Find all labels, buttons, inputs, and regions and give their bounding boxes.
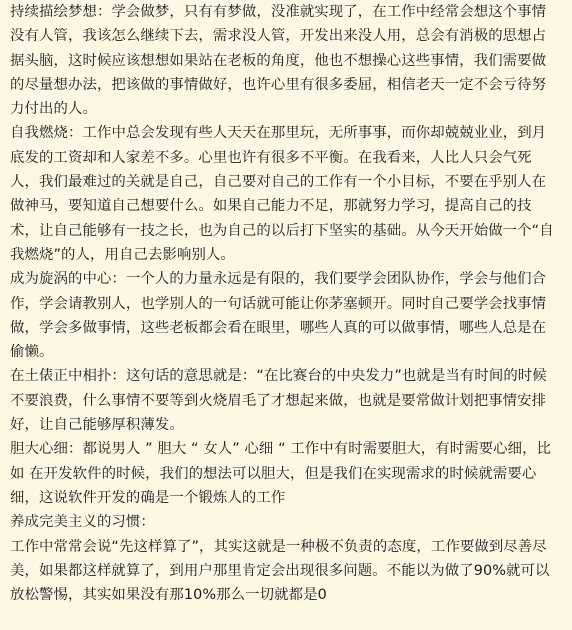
paragraph-heading: 养成完美主义的习惯： [10, 514, 155, 531]
paragraph-bold-careful [10, 437, 560, 510]
paragraph-sumo-center [10, 364, 560, 437]
paragraph-perfectionism-body [10, 535, 560, 608]
paragraph-perfectionism-heading [10, 510, 560, 534]
paragraph-heading: 自我燃烧： [10, 125, 83, 142]
paragraph-body: 这句话的意思就是：“在比赛台的中央发力”也就是当有时间的时候不要浪费，什么事情不要等到火烧眉毛了才想起来做，也就是要常做计划把事情安排好，让自己能够厚积薄发。 [10, 368, 547, 434]
paragraph-body: 学会做梦，只有有梦做，没准就实现了，在工作中经常会想这个事情没有人管，我该怎么继续下去，需求没人管，开发出来没人用，总会有消极的思想占据头脑，这时候应该想想如果站在老板的角度，他也不想操心这些事情，我们需要做的尽量想办法，把该做的事情做好，也许心里有很多委屈，相信老天一定不会亏待努力付出的人。 [10, 4, 547, 118]
paragraph-heading: 胆大心细： [10, 441, 83, 458]
paragraph-heading: 在土俵正中相扑： [10, 368, 126, 385]
paragraph-heading: 成为旋涡的中心： [10, 271, 126, 288]
paragraph-body: 工作中总会发现有些人天天在那里玩，无所事事，而你却兢兢业业，到月底发的工资却和人家差不多。心里也许有很多不平衡。在我看来，人比人只会气死人，我们最难过的关就是自己，自己要对自己的工作有一个小目标，不要在乎别人在做神马，要知道自己想要什么。如果自己能力不足，那就努力学习，提高自己的技术，让自己能够有一技之长，也为自己的以后打下坚实的基础。从今天开始做一个“自我燃烧”的人，用自己去影响别人。 [10, 125, 554, 263]
paragraph-dream [10, 0, 560, 121]
paragraph-vortex-center [10, 267, 560, 364]
paragraph-heading: 持续描绘梦想： [10, 4, 112, 20]
paragraph-body: 工作中常常会说“先这样算了”，其实这就是一种极不负责的态度，工作要做到尽善尽美，如果都这样就算了，到用户那里肯定会出现很多问题。不能以为做了90%就可以放松警惕，其实如果没有那10%那么一切就都是0 [10, 538, 550, 604]
paragraph-body: 一个人的力量永远是有限的，我们要学会团队协作，学会与他们合作，学会请教别人，也学别人的一句话就可能让你茅塞顿开。同时自己要学会找事情做，学会多做事情，这些老板都会看在眼里，哪些人真的可以做事情，哪些人总是在偷懒。 [10, 271, 547, 361]
paragraph-body: 都说男人 ” 胆大 “ 女人” 心细 “ 工作中有时需要胆大，有时需要心细，比如 在开发软件的时候，我们的想法可以胆大，但是我们在实现需求的时候就需要心细，这说软件开发的确是一个锻炼人的工作 [10, 441, 552, 506]
paragraph-self-burning [10, 121, 560, 267]
